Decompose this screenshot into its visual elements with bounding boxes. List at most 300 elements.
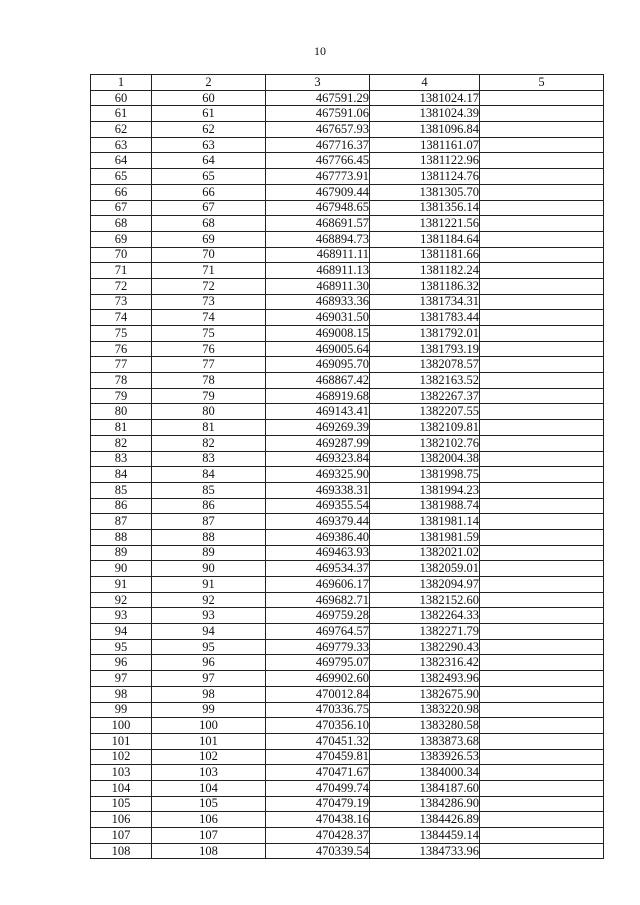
point-id-cell: 104 <box>152 780 266 796</box>
point-number-cell: 89 <box>91 545 152 561</box>
point-number-cell: 103 <box>91 765 152 781</box>
y-coordinate-cell: 1384426.89 <box>370 812 480 828</box>
point-number-cell: 67 <box>91 200 152 216</box>
table-row <box>91 561 604 577</box>
x-coordinate-cell: 468691.57 <box>266 216 370 232</box>
y-coordinate-cell: 1381988.74 <box>370 498 480 514</box>
x-coordinate-cell: 468867.42 <box>266 373 370 389</box>
y-coordinate-cell: 1381998.75 <box>370 467 480 483</box>
x-coordinate-cell: 470438.16 <box>266 812 370 828</box>
note-cell <box>480 467 604 483</box>
point-number-cell: 74 <box>91 310 152 326</box>
point-number-cell: 93 <box>91 608 152 624</box>
table-row <box>91 326 604 342</box>
x-coordinate-cell: 469338.31 <box>266 482 370 498</box>
table-body <box>91 90 604 859</box>
table-row <box>91 106 604 122</box>
point-number-cell: 78 <box>91 373 152 389</box>
point-number-cell: 70 <box>91 247 152 263</box>
table-row <box>91 420 604 436</box>
table-row <box>91 765 604 781</box>
point-number-cell: 85 <box>91 482 152 498</box>
point-id-cell: 91 <box>152 577 266 593</box>
x-coordinate-cell: 469269.39 <box>266 420 370 436</box>
point-id-cell: 81 <box>152 420 266 436</box>
note-cell <box>480 561 604 577</box>
x-coordinate-cell: 469095.70 <box>266 357 370 373</box>
point-number-cell: 65 <box>91 169 152 185</box>
table-row <box>91 733 604 749</box>
point-id-cell: 107 <box>152 828 266 844</box>
note-cell <box>480 263 604 279</box>
point-id-cell: 98 <box>152 686 266 702</box>
x-coordinate-cell: 469386.40 <box>266 529 370 545</box>
table-row <box>91 341 604 357</box>
table-row <box>91 498 604 514</box>
x-coordinate-cell: 467948.65 <box>266 200 370 216</box>
y-coordinate-cell: 1381981.14 <box>370 514 480 530</box>
x-coordinate-cell: 469795.07 <box>266 655 370 671</box>
y-coordinate-cell: 1382290.43 <box>370 639 480 655</box>
table-row <box>91 263 604 279</box>
x-coordinate-cell: 469463.93 <box>266 545 370 561</box>
table-row <box>91 200 604 216</box>
point-number-cell: 75 <box>91 326 152 342</box>
point-number-cell: 63 <box>91 137 152 153</box>
point-id-cell: 100 <box>152 718 266 734</box>
y-coordinate-cell: 1381356.14 <box>370 200 480 216</box>
y-coordinate-cell: 1382004.38 <box>370 451 480 467</box>
table-header-row <box>91 75 604 91</box>
x-coordinate-cell: 470339.54 <box>266 843 370 859</box>
column-header-3: 3 <box>266 75 370 91</box>
note-cell <box>480 388 604 404</box>
point-number-cell: 107 <box>91 828 152 844</box>
page-number: 10 <box>314 44 326 58</box>
table-row <box>91 577 604 593</box>
x-coordinate-cell: 467591.29 <box>266 90 370 106</box>
y-coordinate-cell: 1382316.42 <box>370 655 480 671</box>
y-coordinate-cell: 1382102.76 <box>370 435 480 451</box>
point-id-cell: 83 <box>152 451 266 467</box>
table-row <box>91 294 604 310</box>
table-row <box>91 796 604 812</box>
table-row <box>91 467 604 483</box>
point-id-cell: 84 <box>152 467 266 483</box>
note-cell <box>480 702 604 718</box>
y-coordinate-cell: 1382493.96 <box>370 671 480 687</box>
x-coordinate-cell: 469606.17 <box>266 577 370 593</box>
point-id-cell: 64 <box>152 153 266 169</box>
point-number-cell: 99 <box>91 702 152 718</box>
point-number-cell: 104 <box>91 780 152 796</box>
note-cell <box>480 278 604 294</box>
point-number-cell: 76 <box>91 341 152 357</box>
point-number-cell: 96 <box>91 655 152 671</box>
point-id-cell: 65 <box>152 169 266 185</box>
table-row <box>91 231 604 247</box>
table-row <box>91 153 604 169</box>
note-cell <box>480 545 604 561</box>
point-id-cell: 73 <box>152 294 266 310</box>
point-id-cell: 96 <box>152 655 266 671</box>
note-cell <box>480 357 604 373</box>
y-coordinate-cell: 1384187.60 <box>370 780 480 796</box>
table-row <box>91 828 604 844</box>
point-id-cell: 101 <box>152 733 266 749</box>
point-number-cell: 73 <box>91 294 152 310</box>
point-id-cell: 102 <box>152 749 266 765</box>
y-coordinate-cell: 1383926.53 <box>370 749 480 765</box>
note-cell <box>480 529 604 545</box>
note-cell <box>480 608 604 624</box>
x-coordinate-cell: 468911.30 <box>266 278 370 294</box>
y-coordinate-cell: 1381305.70 <box>370 184 480 200</box>
y-coordinate-cell: 1381182.24 <box>370 263 480 279</box>
point-number-cell: 100 <box>91 718 152 734</box>
y-coordinate-cell: 1382109.81 <box>370 420 480 436</box>
point-number-cell: 87 <box>91 514 152 530</box>
x-coordinate-cell: 470012.84 <box>266 686 370 702</box>
note-cell <box>480 373 604 389</box>
note-cell <box>480 671 604 687</box>
x-coordinate-cell: 470479.19 <box>266 796 370 812</box>
note-cell <box>480 90 604 106</box>
note-cell <box>480 780 604 796</box>
note-cell <box>480 686 604 702</box>
note-cell <box>480 514 604 530</box>
y-coordinate-cell: 1381124.76 <box>370 169 480 185</box>
coordinates-table <box>90 74 604 859</box>
x-coordinate-cell: 469764.57 <box>266 624 370 640</box>
point-id-cell: 94 <box>152 624 266 640</box>
point-number-cell: 83 <box>91 451 152 467</box>
point-id-cell: 92 <box>152 592 266 608</box>
x-coordinate-cell: 470459.81 <box>266 749 370 765</box>
point-id-cell: 66 <box>152 184 266 200</box>
point-id-cell: 82 <box>152 435 266 451</box>
x-coordinate-cell: 469355.54 <box>266 498 370 514</box>
x-coordinate-cell: 467591.06 <box>266 106 370 122</box>
point-number-cell: 60 <box>91 90 152 106</box>
x-coordinate-cell: 467773.91 <box>266 169 370 185</box>
table-row <box>91 247 604 263</box>
x-coordinate-cell: 469379.44 <box>266 514 370 530</box>
note-cell <box>480 498 604 514</box>
point-id-cell: 68 <box>152 216 266 232</box>
y-coordinate-cell: 1382271.79 <box>370 624 480 640</box>
point-number-cell: 79 <box>91 388 152 404</box>
table-row <box>91 90 604 106</box>
point-number-cell: 81 <box>91 420 152 436</box>
x-coordinate-cell: 470451.32 <box>266 733 370 749</box>
note-cell <box>480 577 604 593</box>
point-number-cell: 84 <box>91 467 152 483</box>
point-id-cell: 105 <box>152 796 266 812</box>
x-coordinate-cell: 470499.74 <box>266 780 370 796</box>
table-row <box>91 624 604 640</box>
x-coordinate-cell: 470356.10 <box>266 718 370 734</box>
table-row <box>91 592 604 608</box>
note-cell <box>480 812 604 828</box>
y-coordinate-cell: 1381981.59 <box>370 529 480 545</box>
table-row <box>91 686 604 702</box>
point-id-cell: 90 <box>152 561 266 577</box>
point-number-cell: 91 <box>91 577 152 593</box>
note-cell <box>480 404 604 420</box>
point-id-cell: 74 <box>152 310 266 326</box>
point-number-cell: 92 <box>91 592 152 608</box>
point-number-cell: 69 <box>91 231 152 247</box>
table-row <box>91 718 604 734</box>
x-coordinate-cell: 470336.75 <box>266 702 370 718</box>
point-id-cell: 77 <box>152 357 266 373</box>
x-coordinate-cell: 468911.13 <box>266 263 370 279</box>
table-row <box>91 122 604 138</box>
note-cell <box>480 341 604 357</box>
table-row <box>91 482 604 498</box>
x-coordinate-cell: 469323.84 <box>266 451 370 467</box>
point-number-cell: 97 <box>91 671 152 687</box>
point-id-cell: 76 <box>152 341 266 357</box>
note-cell <box>480 420 604 436</box>
column-header-5: 5 <box>480 75 604 91</box>
point-id-cell: 79 <box>152 388 266 404</box>
y-coordinate-cell: 1383280.58 <box>370 718 480 734</box>
note-cell <box>480 639 604 655</box>
y-coordinate-cell: 1381181.66 <box>370 247 480 263</box>
point-id-cell: 106 <box>152 812 266 828</box>
y-coordinate-cell: 1381024.17 <box>370 90 480 106</box>
y-coordinate-cell: 1382675.90 <box>370 686 480 702</box>
x-coordinate-cell: 467766.45 <box>266 153 370 169</box>
note-cell <box>480 122 604 138</box>
point-id-cell: 86 <box>152 498 266 514</box>
note-cell <box>480 247 604 263</box>
note-cell <box>480 482 604 498</box>
table-row <box>91 608 604 624</box>
table-row <box>91 373 604 389</box>
y-coordinate-cell: 1381024.39 <box>370 106 480 122</box>
point-id-cell: 63 <box>152 137 266 153</box>
note-cell <box>480 137 604 153</box>
y-coordinate-cell: 1381186.32 <box>370 278 480 294</box>
point-id-cell: 93 <box>152 608 266 624</box>
note-cell <box>480 216 604 232</box>
table-row <box>91 780 604 796</box>
table-row <box>91 310 604 326</box>
table-row <box>91 529 604 545</box>
note-cell <box>480 435 604 451</box>
point-id-cell: 87 <box>152 514 266 530</box>
point-number-cell: 71 <box>91 263 152 279</box>
table-row <box>91 639 604 655</box>
note-cell <box>480 294 604 310</box>
point-number-cell: 106 <box>91 812 152 828</box>
point-id-cell: 72 <box>152 278 266 294</box>
note-cell <box>480 843 604 859</box>
x-coordinate-cell: 469682.71 <box>266 592 370 608</box>
point-id-cell: 103 <box>152 765 266 781</box>
point-number-cell: 62 <box>91 122 152 138</box>
point-id-cell: 97 <box>152 671 266 687</box>
y-coordinate-cell: 1381161.07 <box>370 137 480 153</box>
x-coordinate-cell: 470471.67 <box>266 765 370 781</box>
note-cell <box>480 733 604 749</box>
y-coordinate-cell: 1383220.98 <box>370 702 480 718</box>
y-coordinate-cell: 1382152.60 <box>370 592 480 608</box>
y-coordinate-cell: 1384000.34 <box>370 765 480 781</box>
x-coordinate-cell: 469325.90 <box>266 467 370 483</box>
x-coordinate-cell: 469008.15 <box>266 326 370 342</box>
note-cell <box>480 749 604 765</box>
point-number-cell: 77 <box>91 357 152 373</box>
table-row <box>91 435 604 451</box>
point-id-cell: 70 <box>152 247 266 263</box>
point-number-cell: 86 <box>91 498 152 514</box>
point-id-cell: 60 <box>152 90 266 106</box>
point-number-cell: 94 <box>91 624 152 640</box>
table-row <box>91 388 604 404</box>
table-row <box>91 671 604 687</box>
note-cell <box>480 153 604 169</box>
table-row <box>91 451 604 467</box>
point-number-cell: 98 <box>91 686 152 702</box>
table-row <box>91 404 604 420</box>
point-id-cell: 61 <box>152 106 266 122</box>
y-coordinate-cell: 1382059.01 <box>370 561 480 577</box>
point-id-cell: 99 <box>152 702 266 718</box>
table-row <box>91 545 604 561</box>
y-coordinate-cell: 1382078.57 <box>370 357 480 373</box>
y-coordinate-cell: 1382021.02 <box>370 545 480 561</box>
y-coordinate-cell: 1384459.14 <box>370 828 480 844</box>
point-number-cell: 80 <box>91 404 152 420</box>
y-coordinate-cell: 1381994.23 <box>370 482 480 498</box>
x-coordinate-cell: 467909.44 <box>266 184 370 200</box>
x-coordinate-cell: 469031.50 <box>266 310 370 326</box>
column-header-2: 2 <box>152 75 266 91</box>
y-coordinate-cell: 1381734.31 <box>370 294 480 310</box>
point-id-cell: 85 <box>152 482 266 498</box>
table-row <box>91 357 604 373</box>
note-cell <box>480 106 604 122</box>
note-cell <box>480 231 604 247</box>
y-coordinate-cell: 1384286.90 <box>370 796 480 812</box>
y-coordinate-cell: 1382207.55 <box>370 404 480 420</box>
point-id-cell: 69 <box>152 231 266 247</box>
point-number-cell: 88 <box>91 529 152 545</box>
table-row <box>91 702 604 718</box>
x-coordinate-cell: 468894.73 <box>266 231 370 247</box>
point-number-cell: 61 <box>91 106 152 122</box>
point-id-cell: 78 <box>152 373 266 389</box>
point-id-cell: 67 <box>152 200 266 216</box>
point-id-cell: 108 <box>152 843 266 859</box>
column-header-1: 1 <box>91 75 152 91</box>
y-coordinate-cell: 1381783.44 <box>370 310 480 326</box>
note-cell <box>480 592 604 608</box>
table-row <box>91 812 604 828</box>
note-cell <box>480 624 604 640</box>
point-number-cell: 101 <box>91 733 152 749</box>
table-row <box>91 514 604 530</box>
y-coordinate-cell: 1381221.56 <box>370 216 480 232</box>
point-number-cell: 102 <box>91 749 152 765</box>
note-cell <box>480 765 604 781</box>
note-cell <box>480 169 604 185</box>
point-number-cell: 66 <box>91 184 152 200</box>
point-id-cell: 88 <box>152 529 266 545</box>
note-cell <box>480 200 604 216</box>
point-number-cell: 82 <box>91 435 152 451</box>
point-number-cell: 95 <box>91 639 152 655</box>
point-number-cell: 90 <box>91 561 152 577</box>
point-id-cell: 89 <box>152 545 266 561</box>
x-coordinate-cell: 467657.93 <box>266 122 370 138</box>
point-number-cell: 68 <box>91 216 152 232</box>
table-row <box>91 184 604 200</box>
y-coordinate-cell: 1383873.68 <box>370 733 480 749</box>
x-coordinate-cell: 469779.33 <box>266 639 370 655</box>
note-cell <box>480 655 604 671</box>
x-coordinate-cell: 469534.37 <box>266 561 370 577</box>
note-cell <box>480 184 604 200</box>
y-coordinate-cell: 1384733.96 <box>370 843 480 859</box>
table-row <box>91 216 604 232</box>
x-coordinate-cell: 467716.37 <box>266 137 370 153</box>
y-coordinate-cell: 1381122.96 <box>370 153 480 169</box>
x-coordinate-cell: 468911.11 <box>266 247 370 263</box>
x-coordinate-cell: 469902.60 <box>266 671 370 687</box>
y-coordinate-cell: 1381792.01 <box>370 326 480 342</box>
x-coordinate-cell: 468933.36 <box>266 294 370 310</box>
table-row <box>91 278 604 294</box>
note-cell <box>480 828 604 844</box>
x-coordinate-cell: 469759.28 <box>266 608 370 624</box>
point-number-cell: 72 <box>91 278 152 294</box>
note-cell <box>480 451 604 467</box>
point-number-cell: 108 <box>91 843 152 859</box>
table-row <box>91 655 604 671</box>
y-coordinate-cell: 1382267.37 <box>370 388 480 404</box>
y-coordinate-cell: 1382264.33 <box>370 608 480 624</box>
x-coordinate-cell: 469143.41 <box>266 404 370 420</box>
table-row <box>91 843 604 859</box>
point-id-cell: 62 <box>152 122 266 138</box>
y-coordinate-cell: 1381793.19 <box>370 341 480 357</box>
x-coordinate-cell: 470428.37 <box>266 828 370 844</box>
note-cell <box>480 718 604 734</box>
note-cell <box>480 796 604 812</box>
x-coordinate-cell: 469005.64 <box>266 341 370 357</box>
note-cell <box>480 310 604 326</box>
column-header-4: 4 <box>370 75 480 91</box>
point-id-cell: 80 <box>152 404 266 420</box>
table-row <box>91 137 604 153</box>
point-id-cell: 95 <box>152 639 266 655</box>
table-row <box>91 749 604 765</box>
y-coordinate-cell: 1381096.84 <box>370 122 480 138</box>
table-row <box>91 169 604 185</box>
x-coordinate-cell: 469287.99 <box>266 435 370 451</box>
y-coordinate-cell: 1381184.64 <box>370 231 480 247</box>
y-coordinate-cell: 1382094.97 <box>370 577 480 593</box>
y-coordinate-cell: 1382163.52 <box>370 373 480 389</box>
point-id-cell: 71 <box>152 263 266 279</box>
point-number-cell: 105 <box>91 796 152 812</box>
x-coordinate-cell: 468919.68 <box>266 388 370 404</box>
